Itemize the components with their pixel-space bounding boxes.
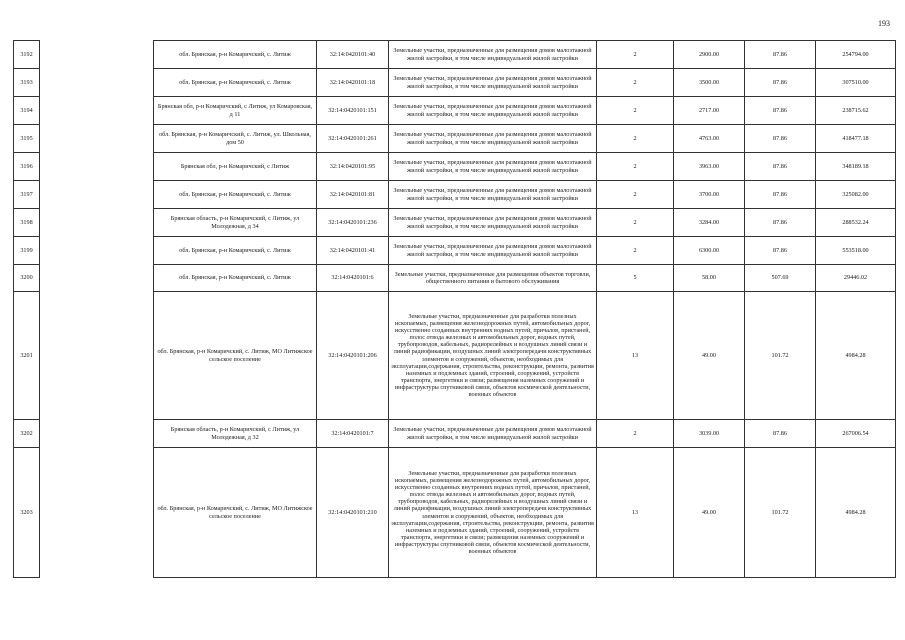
cadastral-number-cell: 32:14:0420101:151 (317, 97, 389, 125)
cadastral-value-cell: 307510.00 (816, 69, 896, 97)
cadastral-value-cell: 238715.62 (816, 97, 896, 125)
rate-cell: 87.86 (745, 237, 816, 265)
address-cell: обл. Брянская, р-н Комаричский, с. Литиж (154, 265, 317, 292)
rate-cell: 101.72 (745, 292, 816, 420)
cadastral-value-cell: 29446.02 (816, 265, 896, 292)
blank-column (40, 237, 154, 265)
area-cell: 3284.00 (674, 209, 745, 237)
row-id: 3196 (14, 153, 40, 181)
group-cell: 2 (597, 97, 674, 125)
blank-column (40, 181, 154, 209)
cadastral-number-cell: 32:14:0420101:7 (317, 420, 389, 448)
cadastral-number-cell: 32:14:0420101:18 (317, 69, 389, 97)
blank-column (40, 69, 154, 97)
page-number: 193 (878, 19, 890, 28)
address-cell: обл. Брянская, р-н Комаричский, с. Литиж (154, 181, 317, 209)
cadastral-value-cell: 553518.00 (816, 237, 896, 265)
land-use-cell: Земельные участки, предназначенные для размещения домов малоэтажной жилой застройки, в том числе индивидуальной жилой застройки (389, 209, 597, 237)
cadastral-value-cell: 325082.00 (816, 181, 896, 209)
rate-cell: 87.86 (745, 41, 816, 69)
rate-cell: 87.86 (745, 209, 816, 237)
address-cell: Брянская область, р-н Комаричский, с Литиж, ул Молодежная, д 34 (154, 209, 317, 237)
rate-cell: 87.86 (745, 97, 816, 125)
cadastral-value-cell: 418477.18 (816, 125, 896, 153)
rate-cell: 507.69 (745, 265, 816, 292)
address-cell: обл. Брянская, р-н Комаричский, с. Литиж (154, 69, 317, 97)
land-use-cell: Земельные участки, предназначенные для размещения домов малоэтажной жилой застройки, в том числе индивидуальной жилой застройки (389, 41, 597, 69)
blank-column (40, 97, 154, 125)
cadastral-number-cell: 32:14:0420101:6 (317, 265, 389, 292)
table-row (14, 125, 896, 153)
cadastral-number-cell: 32:14:0420101:95 (317, 153, 389, 181)
address-cell: Брянская обл, р-н Комаричский, с Литиж (154, 153, 317, 181)
address-cell: обл. Брянская, р-н Комаричский, с. Литиж, МО Литижское сельское поселение (154, 448, 317, 578)
blank-column (40, 153, 154, 181)
cadastral-value-cell: 267006.54 (816, 420, 896, 448)
rate-cell: 87.86 (745, 153, 816, 181)
group-cell: 2 (597, 237, 674, 265)
table-row (14, 97, 896, 125)
area-cell: 4763.00 (674, 125, 745, 153)
group-cell: 2 (597, 125, 674, 153)
area-cell: 3963.00 (674, 153, 745, 181)
cadastral-value-cell: 348189.18 (816, 153, 896, 181)
cadastral-value-cell: 4984.28 (816, 292, 896, 420)
rate-cell: 87.86 (745, 181, 816, 209)
group-cell: 2 (597, 420, 674, 448)
group-cell: 13 (597, 292, 674, 420)
area-cell: 3039.00 (674, 420, 745, 448)
blank-column (40, 209, 154, 237)
row-id: 3192 (14, 41, 40, 69)
cadastral-number-cell: 32:14:0420101:40 (317, 41, 389, 69)
cadastral-number-cell: 32:14:0420101:206 (317, 292, 389, 420)
table-row (14, 41, 896, 69)
land-use-cell: Земельные участки, предназначенные для размещения домов малоэтажной жилой застройки, в том числе индивидуальной жилой застройки (389, 181, 597, 209)
row-id: 3201 (14, 292, 40, 420)
land-use-cell: Земельные участки, предназначенные для размещения домов малоэтажной жилой застройки, в том числе индивидуальной жилой застройки (389, 237, 597, 265)
area-cell: 49.00 (674, 292, 745, 420)
land-use-cell: Земельные участки, предназначенные для размещения домов малоэтажной жилой застройки, в том числе индивидуальной жилой застройки (389, 420, 597, 448)
table-row (14, 448, 896, 578)
group-cell: 2 (597, 153, 674, 181)
row-id: 3202 (14, 420, 40, 448)
blank-column (40, 448, 154, 578)
table-row (14, 292, 896, 420)
land-use-cell: Земельные участки, предназначенные для разработки полезных ископаемых, размещения железнодорожных путей, автомобильных дорог, искусственно созданных внутренних водных путей, причалов, пристаней, полос отвода железных и автомобильных дорог, водных путей, трубопроводов, кабельных, радиорелейных и воздушных линий связи и линий радиофикации, воздушных линий электропередачи конструктивных элементов и сооружений, объектов, необходимых для эксплуатации,содержания, строительства, реконструкции, ремонта, развития наземных и подземных зданий, строений, сооружений, устройств транспорта, энергетики и связи; размещения наземных сооружений и инфраструктуры спутниковой связи, объектов космической деятельности, военных объектов (389, 292, 597, 420)
group-cell: 2 (597, 181, 674, 209)
cadastral-value-cell: 288532.24 (816, 209, 896, 237)
area-cell: 3500.00 (674, 69, 745, 97)
address-cell: обл. Брянская, р-н Комаричский, с. Литиж (154, 237, 317, 265)
cadastral-value-table (13, 40, 896, 578)
area-cell: 58.00 (674, 265, 745, 292)
cadastral-value-cell: 4984.28 (816, 448, 896, 578)
row-id: 3195 (14, 125, 40, 153)
area-cell: 3700.00 (674, 181, 745, 209)
table-row (14, 420, 896, 448)
table-row (14, 153, 896, 181)
land-use-cell: Земельные участки, предназначенные для размещения домов малоэтажной жилой застройки, в том числе индивидуальной жилой застройки (389, 153, 597, 181)
cadastral-value-cell: 254794.00 (816, 41, 896, 69)
table-row (14, 265, 896, 292)
area-cell: 49.00 (674, 448, 745, 578)
area-cell: 6300.00 (674, 237, 745, 265)
land-use-cell: Земельные участки, предназначенные для размещения домов малоэтажной жилой застройки, в том числе индивидуальной жилой застройки (389, 125, 597, 153)
row-id: 3199 (14, 237, 40, 265)
blank-column (40, 420, 154, 448)
row-id: 3197 (14, 181, 40, 209)
blank-column (40, 292, 154, 420)
table-body (14, 41, 896, 578)
row-id: 3193 (14, 69, 40, 97)
address-cell: Брянская обл, р-н Комаричский, с Литиж, ул Комаровская, д 11 (154, 97, 317, 125)
cadastral-number-cell: 32:14:0420101:81 (317, 181, 389, 209)
blank-column (40, 41, 154, 69)
area-cell: 2717.00 (674, 97, 745, 125)
group-cell: 2 (597, 41, 674, 69)
row-id: 3194 (14, 97, 40, 125)
group-cell: 13 (597, 448, 674, 578)
cadastral-number-cell: 32:14:0420101:41 (317, 237, 389, 265)
rate-cell: 87.86 (745, 69, 816, 97)
rate-cell: 87.86 (745, 420, 816, 448)
rate-cell: 101.72 (745, 448, 816, 578)
blank-column (40, 125, 154, 153)
cadastral-number-cell: 32:14:0420101:210 (317, 448, 389, 578)
land-use-cell: Земельные участки, предназначенные для размещения домов малоэтажной жилой застройки, в том числе индивидуальной жилой застройки (389, 97, 597, 125)
address-cell: обл. Брянская, р-н Комаричский, с. Литиж, ул. Школьная, дом 50 (154, 125, 317, 153)
rate-cell: 87.86 (745, 125, 816, 153)
land-use-cell: Земельные участки, предназначенные для размещения объектов торговли, общественного питания и бытового обслуживания (389, 265, 597, 292)
row-id: 3200 (14, 265, 40, 292)
table-row (14, 237, 896, 265)
cadastral-number-cell: 32:14:0420101:236 (317, 209, 389, 237)
row-id: 3198 (14, 209, 40, 237)
land-use-cell: Земельные участки, предназначенные для размещения домов малоэтажной жилой застройки, в том числе индивидуальной жилой застройки (389, 69, 597, 97)
table-row (14, 181, 896, 209)
blank-column (40, 265, 154, 292)
group-cell: 2 (597, 209, 674, 237)
address-cell: Брянская область, р-н Комаричский, с Литиж, ул Молодежная, д 32 (154, 420, 317, 448)
row-id: 3203 (14, 448, 40, 578)
group-cell: 5 (597, 265, 674, 292)
address-cell: обл. Брянская, р-н Комаричский, с. Литиж, МО Литижское сельское поселение (154, 292, 317, 420)
group-cell: 2 (597, 69, 674, 97)
table-row (14, 69, 896, 97)
address-cell: обл. Брянская, р-н Комаричский, с. Литиж (154, 41, 317, 69)
land-use-cell: Земельные участки, предназначенные для разработки полезных ископаемых, размещения железнодорожных путей, автомобильных дорог, искусственно созданных внутренних водных путей, причалов, пристаней, полос отвода железных и автомобильных дорог, водных путей, трубопроводов, кабельных, радиорелейных и воздушных линий связи и линий радиофикации, воздушных линий электропередачи конструктивных элементов и сооружений, объектов, необходимых для эксплуатации,содержания, строительства, реконструкции, ремонта, развития наземных и подземных зданий, строений, сооружений, устройств транспорта, энергетики и связи; размещения наземных сооружений и инфраструктуры спутниковой связи, объектов космической деятельности, военных объектов (389, 448, 597, 578)
cadastral-number-cell: 32:14:0420101:261 (317, 125, 389, 153)
table-row (14, 209, 896, 237)
area-cell: 2900.00 (674, 41, 745, 69)
